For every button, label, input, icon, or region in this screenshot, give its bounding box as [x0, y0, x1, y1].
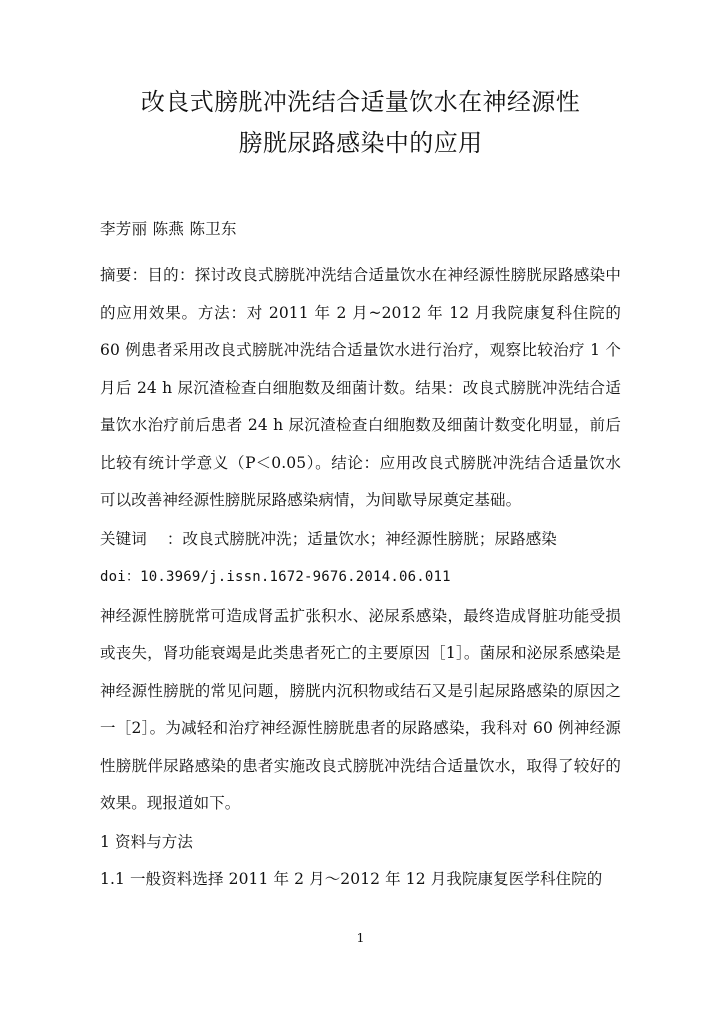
doi-line: doi：10.3969/j.issn.1672-9676.2014.06.011 [100, 569, 451, 585]
page-content [100, 0, 621, 899]
title-line-2: 膀胱尿路感染中的应用 [238, 129, 483, 157]
page-number-footer: 1 [356, 930, 365, 945]
subsection-paragraph-1-1: 1.1 一般资料选择 2011 年 2 月～2012 年 12 月我院康复医学科住院的 [100, 870, 603, 888]
title-line-1: 改良式膀胱冲洗结合适量饮水在神经源性 [140, 88, 581, 116]
keywords-line: 关键词 ：改良式膀胱冲洗；适量饮水；神经源性膀胱；尿路感染 [100, 529, 557, 548]
section-heading-1: 1 资料与方法 [100, 832, 193, 851]
abstract-paragraph: 摘要：目的：探讨改良式膀胱冲洗结合适量饮水在神经源性膀胱尿路感染中的应用效果。方法：对 2011 年 2 月~2012 年 12 月我院康复科住院的 60 例患者采用改良式膀胱冲洗结合适量饮水进行治疗，观察比较治疗 1 个月后 24 h 尿沉渣检查白细胞数及细菌计数。结果：改良式膀胱冲洗结合适量饮水治疗前后患者 24 h 尿沉渣检查白细胞数及细菌计数变化明显，前后比较有统计学意义（P＜0.05）。结论：应用改良式膀胱冲洗结合适量饮水可以改善神经源性膀胱尿路感染病情，为间歇导尿奠定基础。 [100, 266, 621, 509]
introduction-paragraph: 神经源性膀胱常可造成肾盂扩张积水、泌尿系感染，最终造成肾脏功能受损或丧失，肾功能衰竭是此类患者死亡的主要原因［1］。菌尿和泌尿系感染是神经源性膀胱的常见问题，膀胱内沉积物或结石又是引起尿路感染的原因之一［2］。为减轻和治疗神经源性膀胱患者的尿路感染，我科对 60 例神经源性膀胱伴尿路感染的患者实施改良式膀胱冲洗结合适量饮水，取得了较好的效果。现报道如下。 [100, 606, 621, 812]
author-list: 李芳丽 陈燕 陈卫东 [100, 220, 237, 238]
page-title [100, 0, 621, 164]
